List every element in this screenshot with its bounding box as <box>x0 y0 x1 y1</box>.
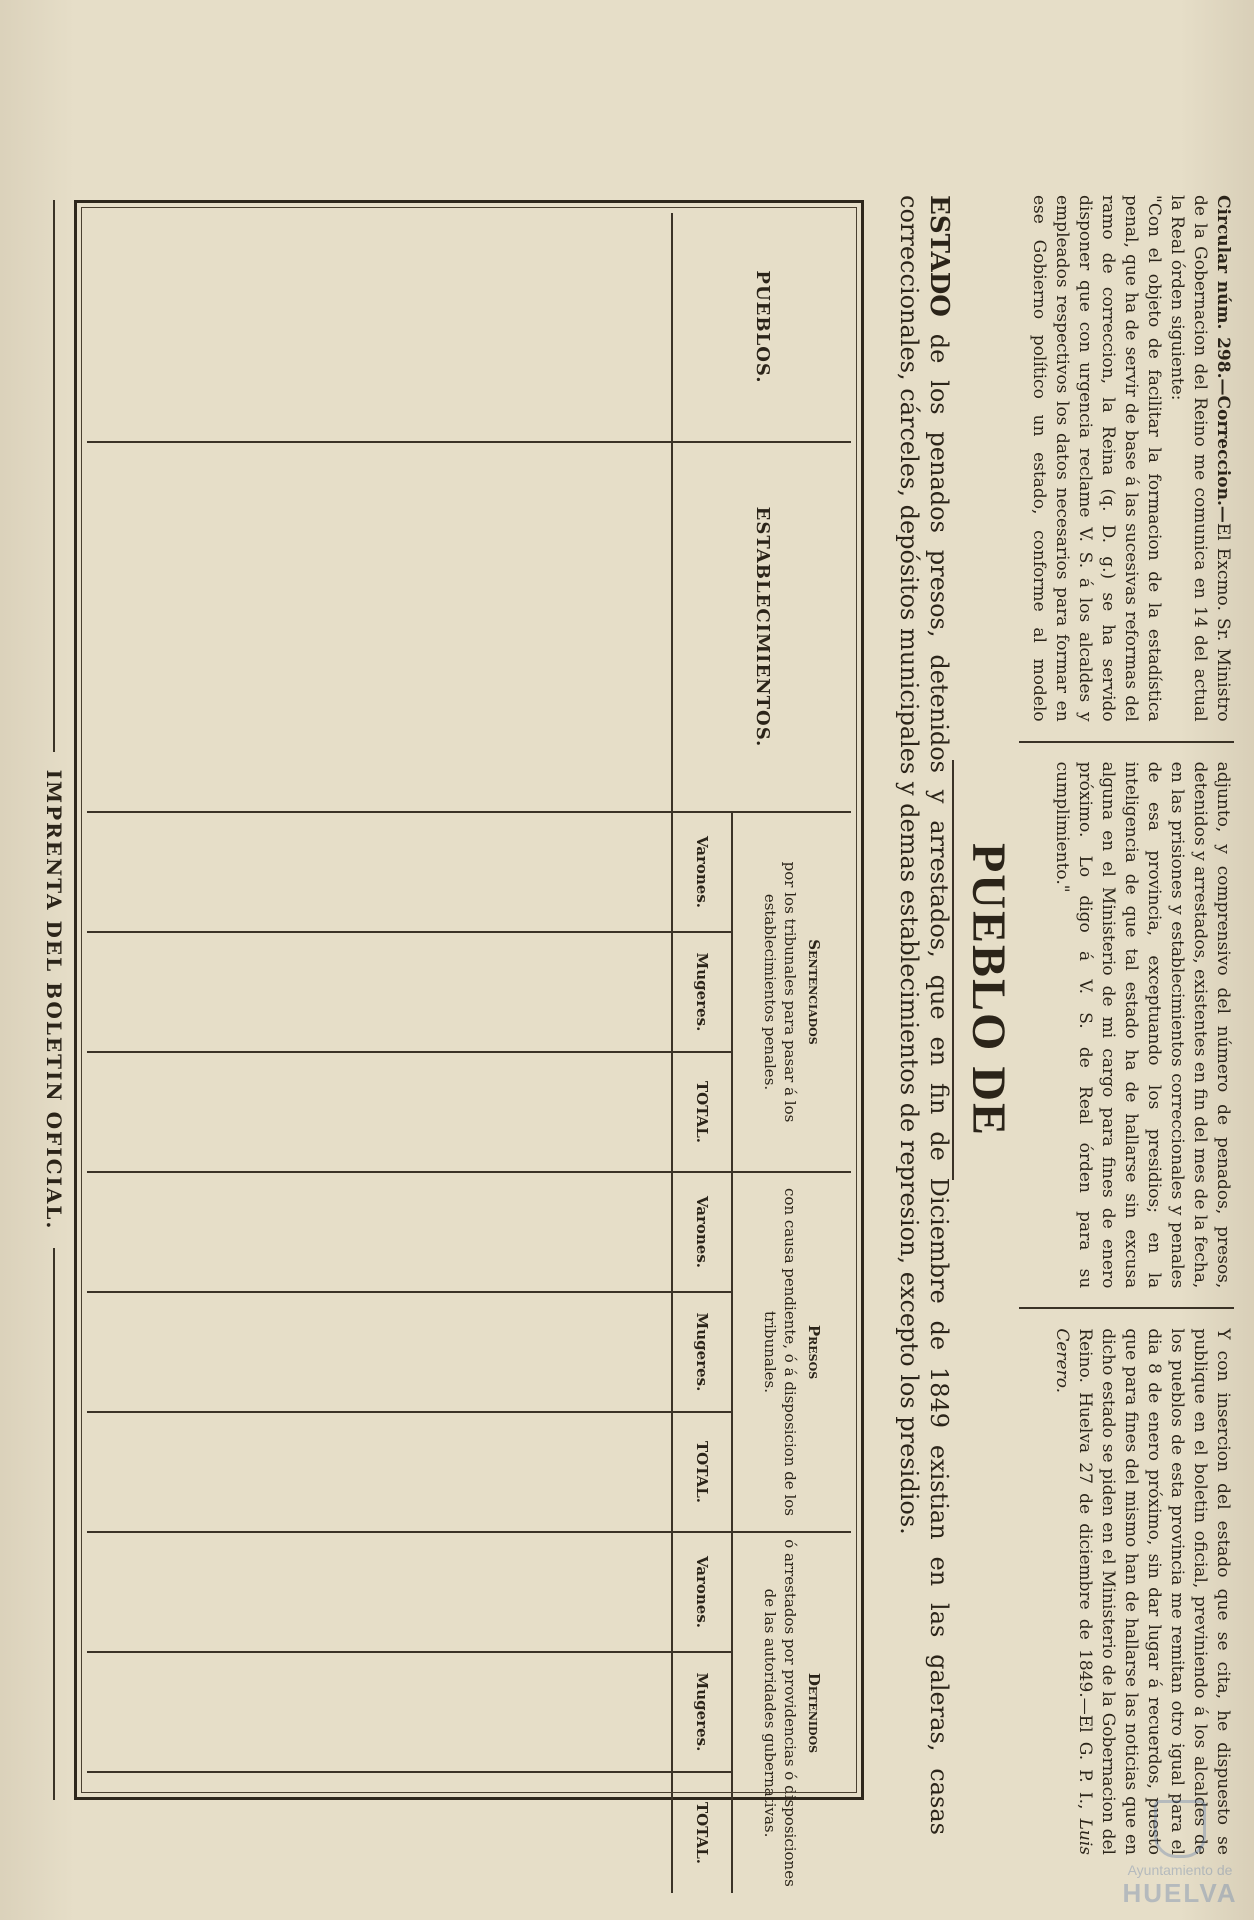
body-cell <box>87 933 671 1053</box>
body-cell <box>87 1533 671 1653</box>
group-sentenciados <box>731 813 851 1173</box>
sub-varones: Varones. <box>671 1173 731 1293</box>
watermark-line1: Ayuntamiento de <box>1127 1862 1233 1878</box>
circular-text <box>1019 195 1234 1855</box>
col-establecimientos: ESTABLECIMIENTOS. <box>671 443 851 813</box>
sub-mugeres: Mugeres. <box>671 1653 731 1773</box>
table-grid <box>87 213 851 1887</box>
group-detenidos <box>731 1533 851 1893</box>
estado-description: de los penados presos, detenidos y arrestados, que en fin de Diciembre de 1849 existian en las galeras, casas correccionales, cárceles, depósitos municipales y demas establecimientos de represion, excepto los presidios. <box>895 195 953 1835</box>
group-presos <box>731 1173 851 1533</box>
body-cell <box>87 1293 671 1413</box>
estado-lead: ESTADO <box>924 195 954 317</box>
place-title: PUEBLO DE <box>962 842 1015 1138</box>
estado-heading <box>894 195 954 1835</box>
group-desc: por los tribunales para pasar á los establecimientos penales. <box>761 861 799 1123</box>
sub-total: TOTAL. <box>671 1413 731 1533</box>
body-cell <box>87 1773 671 1893</box>
archive-watermark <box>1120 1800 1240 1910</box>
group-title: Presos <box>805 1324 823 1380</box>
sub-varones: Varones. <box>671 813 731 933</box>
sub-mugeres: Mugeres. <box>671 1293 731 1413</box>
circular-paragraph-1 <box>1165 195 1234 722</box>
circular-paragraph-2: "Con el objeto de facilitar la formacion de la estadística penal, que ha de servir de base á las sucesivas reformas del ramo de correccion, la Reina (q. D. g.) se ha servido disponer que con urgencia reclame V. S. á los alcaldes y empleados respectivos los datos necesarios para formar en ese Gobierno político un estado, conforme al modelo adjunto, y comprensivo del número de penados, presos, detenidos y arrestados, existentes en fin del mes de la fecha, en las prisiones y establecimientos correccionales y penales de esa provincia, exceptuando los presidios; en la inteligencia de que tal estado ha de hallarse sin excusa alguna en el Ministerio de mi cargo para fines de enero próximo. Lo digo á V. S. de Real órden para su cumplimiento." <box>1029 195 1233 1289</box>
group-title: Detenidos <box>805 1672 823 1754</box>
circular-heading: Circular núm. 298.—Correccion.— <box>1213 195 1233 523</box>
col-pueblos: PUEBLOS. <box>671 213 851 443</box>
body-cell <box>87 813 671 933</box>
body-cell <box>87 1653 671 1773</box>
body-establecimientos <box>87 443 671 813</box>
group-desc: ó arrestados por providencias ó disposiciones de las autoridades gubernativas. <box>761 1539 799 1887</box>
crest-icon <box>1154 1800 1206 1858</box>
estado-table <box>74 200 864 1887</box>
group-title: Sentenciados <box>805 939 823 1045</box>
watermark-line2: HUELVA <box>1122 1878 1238 1908</box>
body-pueblos <box>87 213 671 443</box>
circular-paragraph-3 <box>1050 1328 1234 1855</box>
sub-varones: Varones. <box>671 1533 731 1653</box>
circular-intro: El Excmo. Sr. Ministro de la Gobernacion del Reino me comunica en 14 del actual la Real órden siguiente: <box>1167 195 1233 722</box>
imprenta-label: IMPRENTA DEL BOLETIN OFICIAL. <box>42 769 66 1231</box>
footer <box>42 200 66 1800</box>
body-cell <box>87 1173 671 1293</box>
sub-total: TOTAL. <box>671 1053 731 1173</box>
body-cell <box>87 1053 671 1173</box>
sub-mugeres: Mugeres. <box>671 933 731 1053</box>
group-desc: con causa pendiente, ó á disposicion de los tribunales. <box>761 1188 799 1516</box>
circular-closing: Y con insercion del estado que se cita, he dispuesto se publique en el boletin oficial, previniendo á los alcaldes de los pueblos de esta provincia me remitan otro igual para el dia 8 de enero próximo, sin dar lugar á recuerdos, puesto que para fines del mismo han de hallarse las noticias que en dicho estado se piden en el Ministerio de la Gobernacion del Reino. Huelva 27 de diciembre de 1849.—El G. P. I., <box>1075 1328 1233 1855</box>
footer-rule-right <box>53 1248 55 1800</box>
body-cell <box>87 1413 671 1533</box>
signature: Luis Cerero. <box>1052 1328 1095 1855</box>
footer-rule-left <box>53 200 55 752</box>
sub-total: TOTAL. <box>671 1773 731 1893</box>
